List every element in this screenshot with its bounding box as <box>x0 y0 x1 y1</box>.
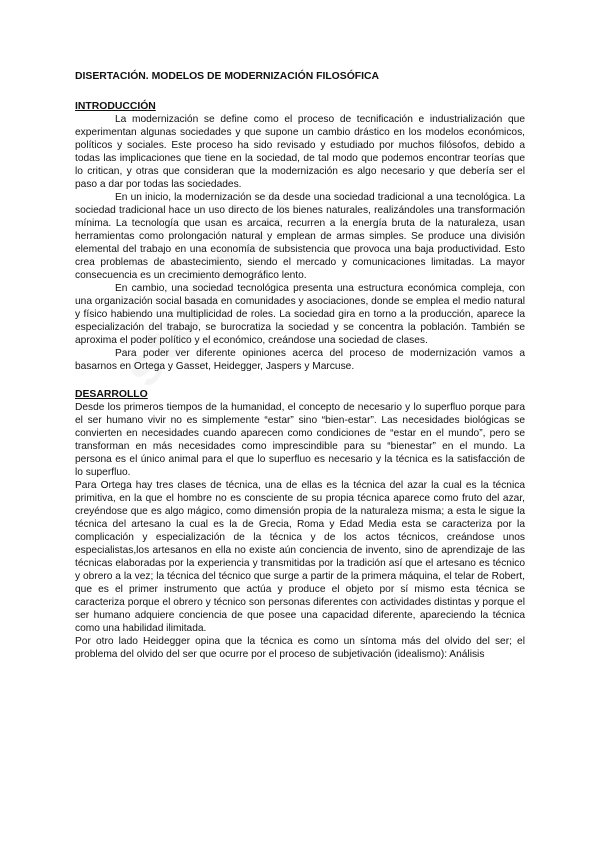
paragraph: En un inicio, la modernización se da desde una sociedad tradicional a una tecnológica. La sociedad tradicional hace un uso directo de los bienes naturales, realizándoles una transformación mínima. La tecnología que usan es arcaica, recurren a la energía bruta de la naturaleza, usan herramientas como prolongación natural y emplean de armas simples. Se produce una división elemental del trabajo en una economía de subsistencia que provoca una baja productividad. Esto crea problemas de abastecimiento, siendo el mercado y comunicaciones limitadas. La mayor consecuencia es un crecimiento demográfico lento. <box>75 192 525 281</box>
section-heading-introduccion: INTRODUCCIÓN <box>75 101 156 112</box>
section-desarrollo <box>75 388 525 661</box>
section-heading-desarrollo: DESARROLLO <box>75 389 148 400</box>
paragraph: En cambio, una sociedad tecnológica presenta una estructura económica compleja, con una organización social basada en comunidades y asociaciones, donde se emplea el medio natural y físico habiendo una multiplicidad de roles. La sociedad gira en torno a la producción, aparece la especialización del trabajo, se burocratiza la sociedad y se concentra la población. También se aproxima el poder político y el económico, creándose una sociedad de clases. <box>75 283 525 346</box>
paragraph: Desde los primeros tiempos de la humanidad, el concepto de necesario y lo superfluo porque para el ser humano vivir no es simplemente “estar” sino “bien-estar”. Las necesidades biológicas se convierten en necesidades cuando aparecen como condiciones de “estar en el mundo”, pero se transforman en más necesidades como imprescindible para su “bienestar” en el mundo. La persona es el único animal para el que lo superfluo es necesario y la técnica es la satisfacción de lo superfluo. <box>75 402 525 478</box>
section-introduccion <box>75 100 525 373</box>
document-body <box>75 70 525 661</box>
document-title: DISERTACIÓN. MODELOS DE MODERNIZACIÓN FILOSÓFICA <box>75 71 380 82</box>
paragraph: Por otro lado Heidegger opina que la técnica es como un síntoma más del olvido del ser; el problema del olvido del ser que ocurre por el proceso de subjetivación (idealismo): Análisis <box>75 636 525 660</box>
paragraph: Para Ortega hay tres clases de técnica, una de ellas es la técnica del azar la cual es la técnica primitiva, en la que el hombre no es consciente de su propia técnica aparece como fruto del azar, creyéndose que es algo mágico, como dimensión propia de la naturaleza misma; a esta le sigue la técnica del artesano la cual es la de Grecia, Roma y Edad Media esta se caracteriza por la complicación y especialización de la técnica y de los actos técnicos, creándose unos especialistas,los artesanos en ella no existe aún conciencia de invento, sino de aprendizaje de las técnicas elaboradas por la experiencia y transmitidas por la tradición así que el artesano es técnico y obrero a la vez; la técnica del técnico que surge a partir de la primera máquina, el telar de Robert, que es el primer instrumento que actúa y produce el objeto por sí mismo esta técnica se caracteriza porque el obrero y técnico son personas diferentes con actividades distintas y porque el ser humano adquiere conciencia de que posee una capacidad diferente, apareciendo la técnica como una habilidad ilimitada. <box>75 480 525 634</box>
paragraph: Para poder ver diferente opiniones acerca del proceso de modernización vamos a basarnos en Ortega y Gasset, Heidegger, Jaspers y Marcuse. <box>75 348 525 372</box>
paragraph: La modernización se define como el proceso de tecnificación e industrialización que experimentan algunas sociedades y que supone un cambio drástico en los modelos económicos, políticos y sociales. Este proceso ha sido revisado y estudiado por muchos filósofos, debido a todas las implicaciones que tiene en la sociedad, de tal modo que podemos encontrar teorías que lo critican, y otras que consideran que la modernización es algo necesario y que debería ser el paso a dar por todas las sociedades. <box>75 114 525 190</box>
